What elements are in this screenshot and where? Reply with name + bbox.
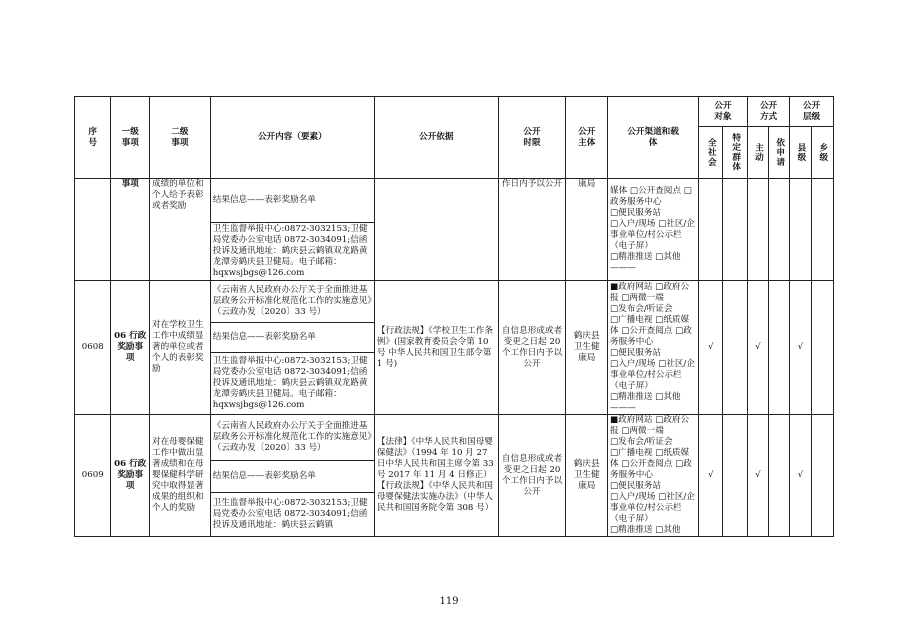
cell-target-specific bbox=[723, 281, 747, 415]
cell-level1: 事项 bbox=[111, 179, 150, 281]
header-time-limit: 公开时限 bbox=[498, 97, 566, 179]
cell-level-county: √ bbox=[790, 281, 811, 415]
header-channel: 公开渠道和载体 bbox=[607, 97, 698, 179]
cell-subject: 鹤庆县卫生健康局 bbox=[566, 415, 608, 537]
cell-content-contact: 卫生监督举报中心:0872-3032153;卫健局党委办公室电话 0872-3034091;信函投诉及通讯地址：鹤庆县云鹤镇双龙路黄龙潭旁鹤庆县卫健局。电子邮箱：hqxwsjbgs@126.com bbox=[210, 223, 374, 281]
cell-channel: 媒体 □公开查阅点 □政务服务中心 □便民服务站 □入户/现场 □社区/企事业单位/村公示栏（电子屏） □精准推送 □其他 ——— bbox=[607, 179, 698, 281]
cell-level-county bbox=[790, 179, 811, 281]
cell-seq bbox=[75, 179, 111, 281]
cell-level2: 对在学校卫生工作中成绩显著的单位或者个人的表彰奖励 bbox=[149, 281, 210, 415]
header-method-apply: 依申请 bbox=[769, 127, 790, 179]
cell-time-limit: 自信息形成或者变更之日起 20 个工作日内予以公开 bbox=[498, 281, 566, 415]
table-row bbox=[75, 415, 834, 461]
header-content: 公开内容（要素） bbox=[210, 97, 374, 179]
cell-basis: 【法律】《中华人民共和国母婴保健法》（1994 年 10 月 27 日中华人民共和国主席令第 33 号 2017 年 11 月 4 日修正） 【行政法规】《中华人民共和国母婴保健法实施办法》（中华人民共和国国务院令第 308 号） bbox=[374, 415, 498, 537]
header-method-active: 主动 bbox=[747, 127, 768, 179]
cell-level-county: √ bbox=[790, 415, 811, 537]
cell-subject: 康局 bbox=[566, 179, 608, 281]
cell-content-result: 结果信息——表彰奖励名单 bbox=[210, 323, 374, 353]
cell-content-result: 结果信息——表彰奖励名单 bbox=[210, 179, 374, 223]
cell-channel: ■政府网站 □政府公报 □两微一端 □发布会/听证会 □广播电视 □纸质媒体 □公开查阅点 □政务服务中心 □便民服务站 □入户/现场 □社区/企事业单位/村公示栏（电子屏） □精准推送 □其他 bbox=[607, 415, 698, 537]
cell-time-limit: 自信息形成或者变更之日起 20 个工作日内予以公开 bbox=[498, 415, 566, 537]
table-row bbox=[75, 281, 834, 323]
cell-method-active: √ bbox=[747, 281, 768, 415]
table-row bbox=[75, 179, 834, 223]
disclosure-table bbox=[74, 96, 834, 537]
cell-content-policy: 《云南省人民政府办公厅关于全面推进基层政务公开标准化规范化工作的实施意见》（云政办发〔2020〕33 号） bbox=[210, 415, 374, 461]
header-target-specific: 特定群体 bbox=[723, 127, 747, 179]
cell-time-limit: 作日内予以公开 bbox=[498, 179, 566, 281]
header-level1: 一级事项 bbox=[111, 97, 150, 179]
header-method: 公开方式 bbox=[747, 97, 790, 127]
cell-basis: 【行政法规】《学校卫生工作条例》(国家教育委员会令第 10 号 中华人民共和国卫生部令第 1 号) bbox=[374, 281, 498, 415]
cell-seq: 0608 bbox=[75, 281, 111, 415]
cell-seq: 0609 bbox=[75, 415, 111, 537]
header-level: 公开层级 bbox=[790, 97, 834, 127]
cell-level-township bbox=[811, 415, 833, 537]
cell-level-township bbox=[811, 179, 833, 281]
cell-basis bbox=[374, 179, 498, 281]
cell-method-active bbox=[747, 179, 768, 281]
cell-level1: 06 行政奖励事项 bbox=[111, 281, 150, 415]
page-number: 119 bbox=[439, 596, 459, 607]
cell-level2: 对在母婴保健工作中做出显著成绩和在母婴保健科学研究中取得显著成果的组织和个人的奖励 bbox=[149, 415, 210, 537]
cell-level-township bbox=[811, 281, 833, 415]
header-basis: 公开依据 bbox=[374, 97, 498, 179]
cell-content-contact: 卫生监督举报中心:0872-3032153;卫健局党委办公室电话 0872-3034091;信函投诉及通讯地址：鹤庆县云鹤镇 bbox=[210, 493, 374, 537]
cell-subject: 鹤庆县卫生健康局 bbox=[566, 281, 608, 415]
header-target-all: 全社会 bbox=[699, 127, 723, 179]
header-level-county: 县级 bbox=[790, 127, 811, 179]
cell-content-result: 结果信息——表彰奖励名单 bbox=[210, 460, 374, 493]
cell-level1: 06 行政奖励事项 bbox=[111, 415, 150, 537]
header-seq: 序号 bbox=[75, 97, 111, 179]
cell-level2: 成绩的单位和个人给予表彰或者奖励 bbox=[149, 179, 210, 281]
cell-target-specific bbox=[723, 179, 747, 281]
cell-method-apply bbox=[769, 415, 790, 537]
cell-content-policy: 《云南省人民政府办公厅关于全面推进基层政务公开标准化规范化工作的实施意见》（云政办发〔2020〕33 号） bbox=[210, 281, 374, 323]
cell-target-all: √ bbox=[699, 281, 723, 415]
header-target: 公开对象 bbox=[699, 97, 748, 127]
header-subject: 公开主体 bbox=[566, 97, 608, 179]
header-row-1 bbox=[75, 97, 834, 127]
header-level-township: 乡级 bbox=[811, 127, 833, 179]
cell-target-all bbox=[699, 179, 723, 281]
cell-method-apply bbox=[769, 281, 790, 415]
cell-method-apply bbox=[769, 179, 790, 281]
cell-target-all: √ bbox=[699, 415, 723, 537]
cell-content-contact: 卫生监督举报中心:0872-3032153;卫健局党委办公室电话 0872-3034091;信函投诉及通讯地址：鹤庆县云鹤镇双龙路黄龙潭旁鹤庆县卫健局。电子邮箱：hqxwsjbgs@126.com bbox=[210, 353, 374, 415]
cell-target-specific bbox=[723, 415, 747, 537]
header-level2: 二级事项 bbox=[149, 97, 210, 179]
cell-method-active: √ bbox=[747, 415, 768, 537]
cell-channel: ■政府网站 □政府公报 □两微一端 □发布会/听证会 □广播电视 □纸质媒体 □公开查阅点 □政务服务中心 □便民服务站 □入户/现场 □社区/企事业单位/村公示栏（电子屏） □精准推送 □其他 ——— bbox=[607, 281, 698, 415]
